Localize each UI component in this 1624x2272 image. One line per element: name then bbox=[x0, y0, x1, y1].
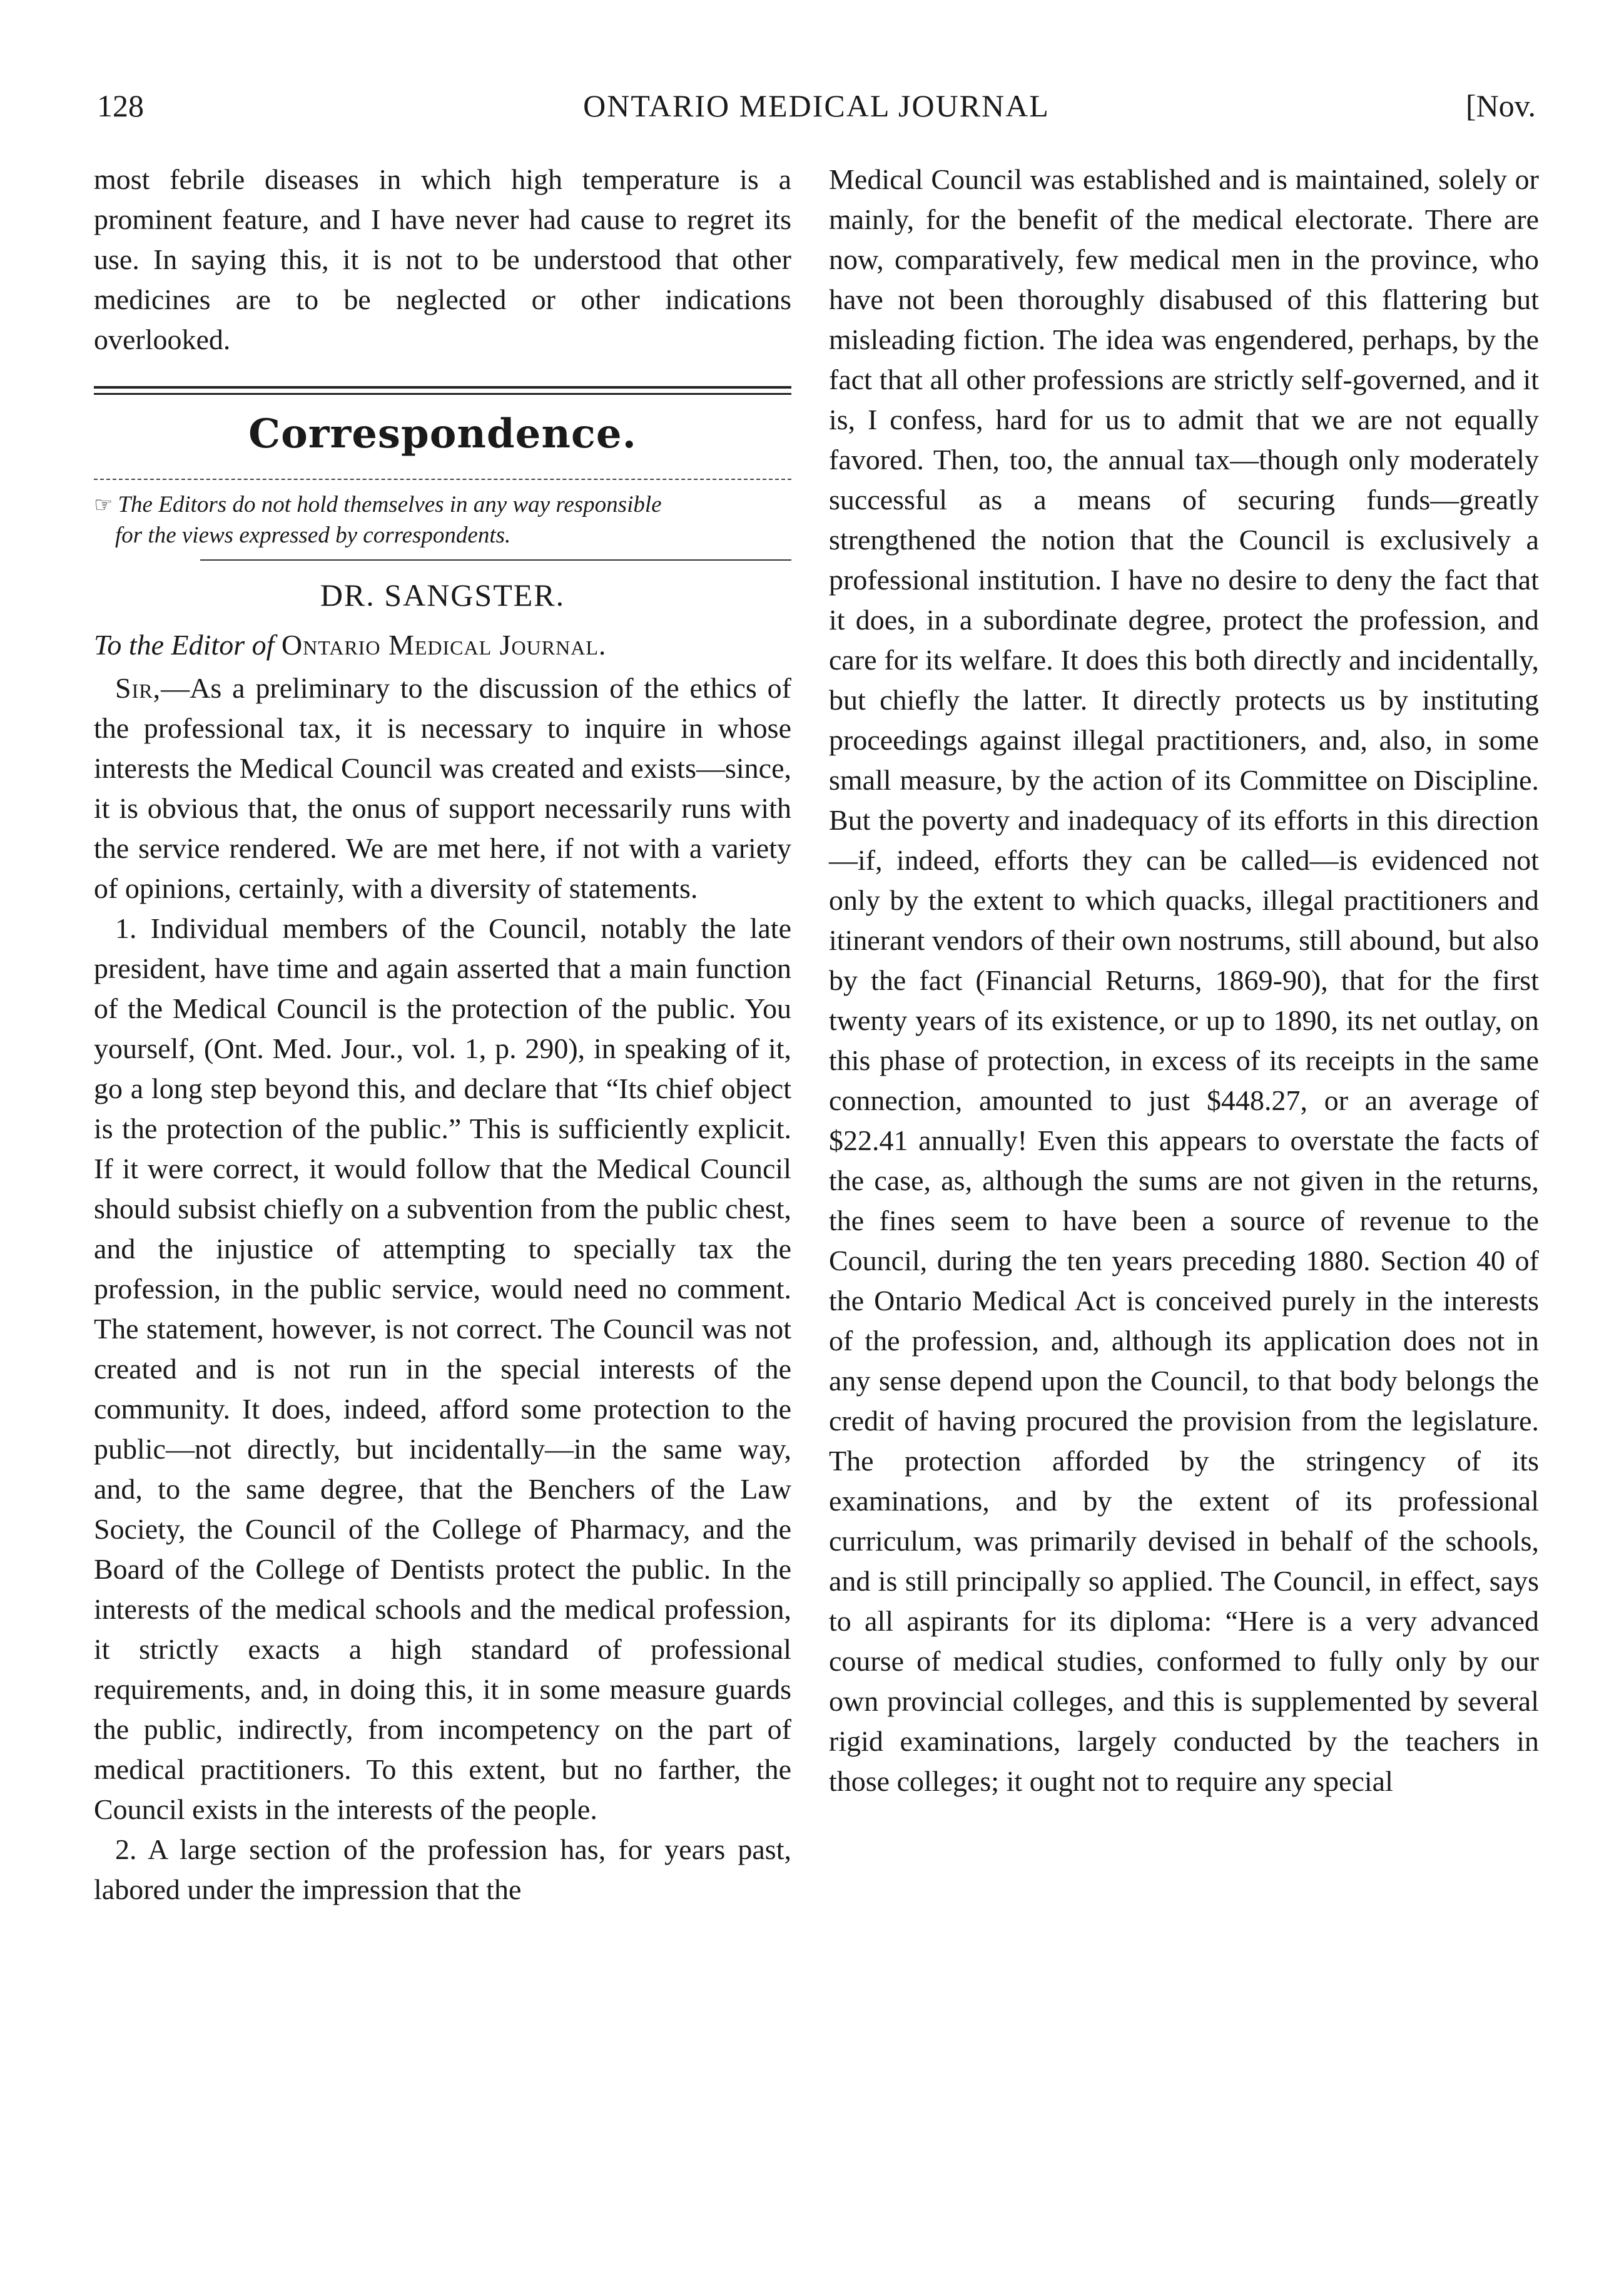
continued-paragraph: Medical Council was established and is maintained, solely or mainly, for the benefit of the medical electorate. There are now, comparatively, few medical men in the province, who have not been thoroughly disabused of this flattering but misleading fiction. The idea was engendered, perhaps, by the fact that all other professions are strictly self-governed, and it is, I confess, hard for us to admit that we are not equally favored. Then, too, the annual tax—though only moderately successful as a means of securing funds—greatly strengthened the notion that the Council is exclusively a professional institution. I have no desire to deny the fact that it does, in a subordinate degree, protect the profession, and care for its welfare. It does this both directly and incidentally, but chiefly the latter. It directly protects us by instituting proceedings against illegal practitioners, and, also, in some small measure, by the action of its Committee on Discipline. But the poverty and inadequacy of its efforts in this direction—if, indeed, efforts they can be called—is evidenced not only by the extent to which quacks, illegal practitioners and itinerant vendors of their own nostrums, still abound, but also by the fact (Financial Returns, 1869-90), that for the first twenty years of its existence, or up to 1890, its net outlay, on this phase of protection, in excess of its receipts in the same connection, amounted to just $448.27, or an average of $22.41 annually! Even this appears to overstate the facts of the case, as, although the sums are not given in the returns, the fines seem to have been a source of revenue to the Council, during the ten years preceding 1880. Section 40 of the Ontario Medical Act is conceived purely in the interests of the profession, and, although its application does not in any sense depend upon the Council, to that body belongs the credit of having procured the provision from the legislature. The protection afforded by the stringency of its examinations, and by the extent of its professional curriculum, was primarily devised in behalf of the schools, and is still principally so applied. The Council, in effect, says to all aspirants for its diploma: “Here is a very advanced course of medical studies, conformed to fully only by our own provincial colleges, and this is supplemented by several rigid examinations, largely conducted by the teachers in those colleges; it ought not to require any special bbox=[829, 163, 1539, 1797]
right-column bbox=[829, 160, 1539, 1801]
article-title: DR. SANGSTER. bbox=[320, 578, 566, 613]
salutation-line bbox=[94, 624, 791, 666]
pointing-hand-icon: ☞ bbox=[94, 494, 113, 517]
editor-disclaimer bbox=[94, 490, 791, 551]
double-rule-top bbox=[94, 386, 791, 389]
double-rule-bottom bbox=[94, 393, 791, 395]
disclaimer-line-2: for the views expressed by correspondents. bbox=[115, 522, 511, 548]
running-title: ONTARIO MEDICAL JOURNAL bbox=[583, 88, 1050, 123]
paragraph-1-text: —As a preliminary to the discussion of the ethics of the professional tax, it is necessary to inquire in whose interests the Medical Council was created and exists—since, it is obvious that, the onus of support necessarily runs with the service rendered. We are met here, if not with a variety of opinions, certainly, with a diversity of statements. bbox=[94, 672, 791, 904]
letter-paragraph-2: 1. Individual members of the Council, notably the late president, have time and again asserted that a main function of the Medical Council is the protection of the public. You yourself, (Ont. Med. Jour., vol. 1, p. 290), in speaking of it, go a long step beyond this, and declare that “Its chief object is the protection of the public.” This is sufficiently explicit. If it were correct, it would follow that the Medical Council should subsist chiefly on a subvention from the public chest, and the injustice of attempting to specially tax the profession, in the public service, would need no comment. The statement, however, is not correct. The Council was not created and is not run in the special interests of the community. It does, indeed, afford some protection to the public—not directly, but incidentally—in the same way, and, to the same degree, that the Benchers of the Law Society, the Council of the College of Pharmacy, and the Board of the College of Dentists protect the public. In the interests of the medical schools and the medical profession, it strictly exacts a high standard of professional requirements, and, in doing this, it in some measure guards the public, indirectly, from incompetency on the part of medical practitioners. To this extent, but no farther, the Council exists in the interests of the people. bbox=[94, 912, 791, 1825]
journal-name: Ontario Medical Journal. bbox=[281, 629, 607, 661]
opening-paragraph: most febrile diseases in which high temperature is a prominent feature, and I have never had cause to regret its use. In saying this, it is not to be understood that other medicines are to be neglected or other indications overlooked. bbox=[94, 163, 791, 355]
sir-salutation: Sir, bbox=[115, 672, 161, 704]
page-number: 128 bbox=[97, 88, 144, 123]
running-header bbox=[97, 88, 1536, 138]
left-column bbox=[94, 160, 791, 1910]
letter-paragraph-1 bbox=[94, 668, 791, 909]
disclaimer-line-1: The Editors do not hold themselves in any way responsible bbox=[118, 492, 662, 517]
issue-month: [Nov. bbox=[1465, 88, 1536, 123]
section-heading: Correspondence. bbox=[248, 410, 637, 457]
short-rule bbox=[200, 559, 791, 561]
letter-paragraph-3: 2. A large section of the profession has, for years past, labored under the impression that the bbox=[94, 1833, 791, 1905]
dashed-rule bbox=[94, 479, 791, 480]
to-the-editor: To the Editor of bbox=[94, 629, 275, 661]
